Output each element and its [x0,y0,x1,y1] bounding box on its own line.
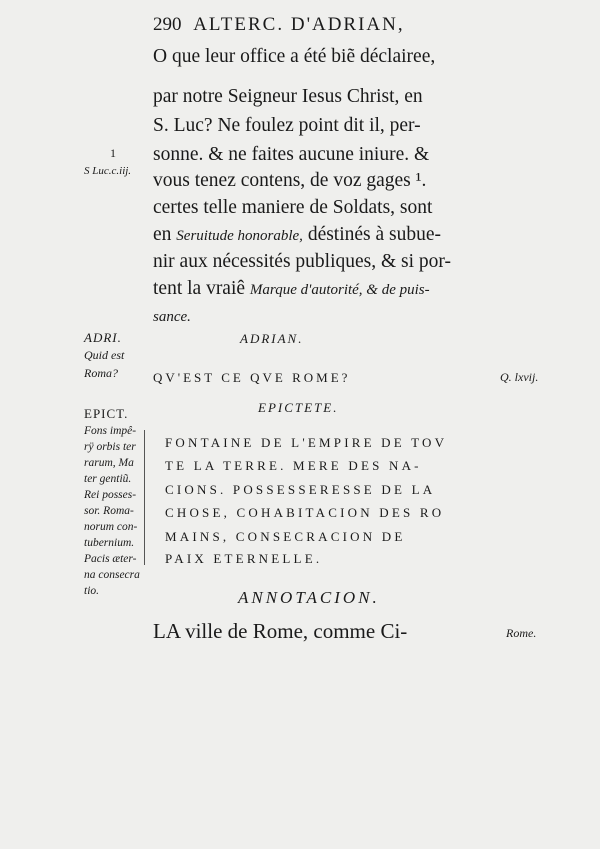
annotation-heading: ANNOTACION. [238,588,380,607]
quote-block [143,425,499,567]
quote-line: TE LA TERRE. MERE DES NA- [165,458,422,473]
margin-question: Roma? [84,366,118,380]
running-header [153,14,405,36]
quote-line: CHOSE, COHABITACION DES RO [165,505,445,520]
margin-latin-line: Fons impê- [84,425,137,437]
margin-latin-line: norum con- [84,521,138,533]
question-heading: QV'EST CE QVE ROME? [153,370,351,385]
body-line: sonne. & ne faites aucune iniure. & [153,144,430,165]
annotation-first-line: LA ville de Rome, comme Ci- [153,619,408,643]
quote-line: CIONS. POSSESSERESSE DE LA [165,482,436,497]
body-line: nir aux nécessités publiques, & si por- [153,251,452,272]
body-line: vous tenez contens, de voz gages ¹. [153,170,427,191]
margin-latin-line: rÿ orbis ter [84,441,136,453]
margin-latin-line: sor. Roma- [84,505,134,517]
margin-latin-line: tubernium. [84,537,135,549]
italic-phrase: Marque d'autorité, & de puis- [249,282,430,298]
body-text: en [153,224,172,245]
speaker-epictete: EPICTETE. [258,400,339,415]
body-line [153,222,441,249]
speaker-adrian: ADRIAN. [240,331,304,346]
margin-speaker-adrian: ADRI. [84,330,122,345]
body-text: tent la vraiê [153,278,246,299]
body-line: certes telle maniere de Soldats, sont [153,197,433,218]
quote-line: MAINS, CONSECRACION DE [165,529,406,544]
margin-latin-line: Pacis æter- [84,553,137,565]
body-line: sance. [153,309,191,325]
body-line [153,276,430,303]
margin-reference: Q. lxvij. [500,370,539,384]
body-line: O que leur office a été biẽ déclairee, [153,46,436,67]
running-title: ALTERC. D'ADRIAN, [193,14,405,35]
margin-latin-line: ter gentiũ. [84,473,132,485]
footnote-mark: 1 [110,146,116,160]
margin-latin-line: tio. [84,585,100,597]
italic-phrase: Seruitude honorable, [176,228,303,244]
footnote-reference: S Luc.c.iij. [84,165,132,177]
margin-latin-line: rarum, Ma [84,457,134,469]
body-line: par notre Seigneur Iesus Christ, en [153,86,423,107]
margin-speaker-epictete: EPICT. [84,406,129,421]
margin-question: Quid est [84,348,125,362]
margin-latin-line: Rei posses- [84,489,137,501]
body-text: déstinés à subue- [307,224,442,245]
margin-note-rome: Rome. [506,626,537,640]
quote-line: FONTAINE DE L'EMPIRE DE TOV [165,435,448,450]
quote-line: PAIX ETERNELLE. [165,551,323,566]
body-line: S. Luc? Ne foulez point dit il, per- [153,115,421,136]
margin-latin-line: na consecra [84,569,140,581]
page-number: 290 [153,14,182,35]
